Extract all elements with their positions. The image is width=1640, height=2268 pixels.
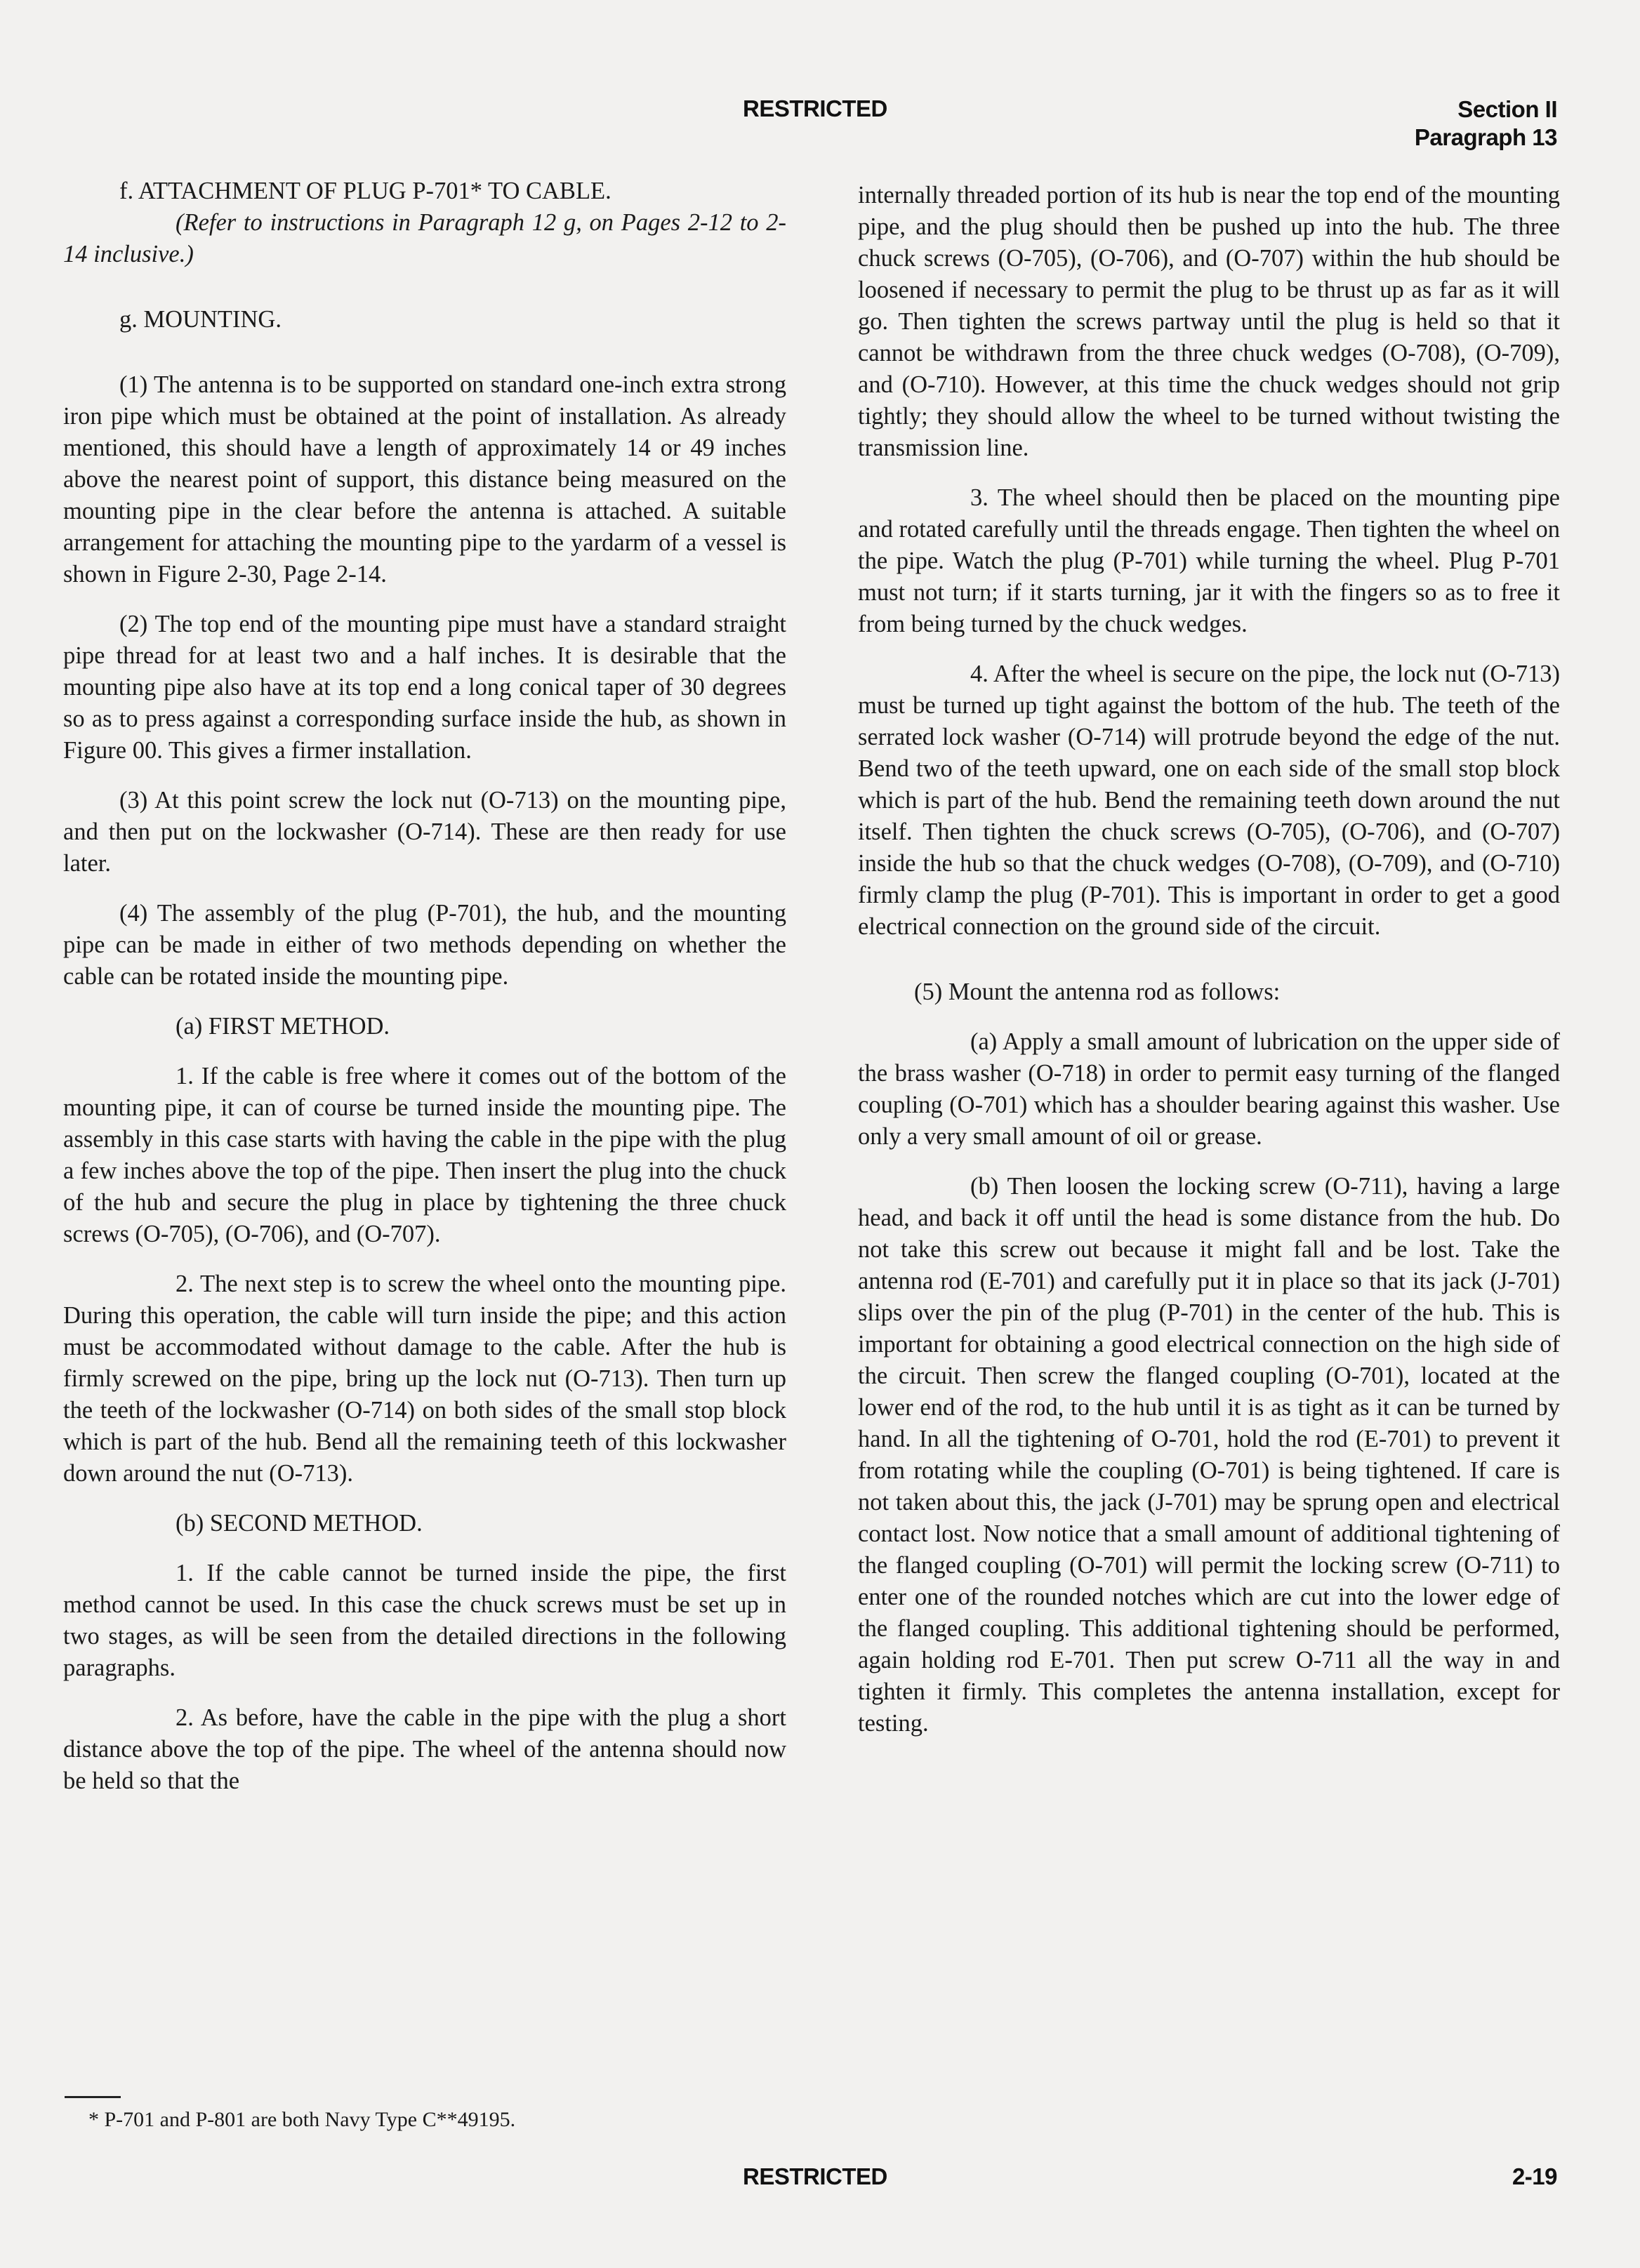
second-method-step-2: 2. As before, have the cable in the pipe with the plug a short distance above the top of the pipe. The wheel of the antenna should now be held so that the — [63, 1704, 786, 1794]
footnote-divider — [65, 2096, 121, 2098]
heading-first-method: (a) FIRST METHOD. — [176, 1013, 390, 1040]
first-method-step-2: 2. The next step is to screw the wheel onto the mounting pipe. During this operation, the cable will turn inside the pipe; and this action must be accommodated without damage to the cable. After the hub is firmly screwed on the pipe, bring up the lock nut (O-713). Then turn up the teeth of the lockwasher (O-714) on both sides of the small stop block which is part of the hub. Bend all the remaining teeth of this lockwasher down around the nut (O-713). — [63, 1271, 786, 1487]
paragraph-1: (1) The antenna is to be supported on standard one-inch extra strong iron pipe which must be obtained at the point of installation. As already mentioned, this should have a length of approximately 14 or 49 inches above the nearest point of support, this distance being measured on the mounting pipe in the clear before the antenna is attached. A suitable arrangement for attaching the mounting pipe to the yardarm of a vessel is shown in Figure 2-30, Page 2-14. — [63, 371, 786, 588]
paragraph-3: (3) At this point screw the lock nut (O-713) on the mounting pipe, and then put on the lockwasher (O-714). These are then ready for use later. — [63, 787, 786, 877]
heading-f: f. ATTACHMENT OF PLUG P-701* TO CABLE. — [119, 178, 611, 204]
header-classification: RESTRICTED — [743, 95, 887, 121]
second-method-step-1: 1. If the cable cannot be turned inside the pipe, the first method cannot be used. In this case the chuck screws must be set up in two stages, as will be seen from the detailed directions in the following paragraphs. — [63, 1560, 786, 1681]
paragraph-4: (4) The assembly of the plug (P-701), the hub, and the mounting pipe can be made in either of two methods depending on whether the cable can be rotated inside the mounting pipe. — [63, 900, 786, 990]
header-paragraph: Paragraph 13 — [1414, 124, 1557, 150]
footer-classification: RESTRICTED — [743, 2163, 887, 2189]
heading-g: g. MOUNTING. — [119, 306, 282, 333]
right-column — [858, 180, 1560, 1739]
left-column — [63, 175, 786, 1797]
reference-note: (Refer to instructions in Paragraph 12 g, on Pages 2-12 to 2-14 inclusive.) — [63, 209, 786, 267]
first-method-step-1: 1. If the cable is free where it comes out of the bottom of the mounting pipe, it can of course be turned inside the mounting pipe. The assembly in this case starts with having the cable in the pipe with the plug a few inches above the top of the pipe. Then insert the plug into the chuck of the hub and secure the plug in place by tightening the three chuck screws (O-705), (O-706), and (O-707). — [63, 1063, 786, 1247]
paragraph-5a: (a) Apply a small amount of lubrication on the upper side of the brass washer (O-718) in order to permit easy turning of the flanged coupling (O-701) which has a shoulder bearing against this washer. Use only a very small amount of oil or grease. — [858, 1028, 1560, 1150]
header-section-paragraph — [1415, 95, 1557, 152]
second-method-step-4: 4. After the wheel is secure on the pipe, the lock nut (O-713) must be turned up tight against the bottom of the hub. The teeth of the serrated lock washer (O-714) will protrude beyond the edge of the nut. Bend two of the teeth upward, one on each side of the small stop block which is part of the hub. Bend the remaining teeth down around the nut itself. Then tighten the chuck screws (O-705), (O-706), and (O-707) inside the hub so that the chuck wedges (O-708), (O-709), and (O-710) firmly clamp the plug (P-701). This is important in order to get a good electrical connection on the ground side of the circuit. — [858, 661, 1560, 940]
paragraph-5: (5) Mount the antenna rod as follows: — [914, 979, 1281, 1005]
page-number: 2-19 — [1512, 2163, 1557, 2189]
paragraph-5b: (b) Then loosen the locking screw (O-711), having a large head, and back it off until the head is some distance from the hub. Do not take this screw out because it might fall and be lost. Take the antenna rod (E-701) and carefully put it in place so that its jack (J-701) slips over the pin of the plug (P-701) in the center of the hub. This is important for obtaining a good electrical connection on the high side of the circuit. Then screw the flanged coupling (O-701), located at the lower end of the rod, to the hub until it is as tight as it can be turned by hand. In all the tightening of O-701, hold the rod (E-701) to prevent it from rotating while the coupling (O-701) is being tightened. If care is not taken about this, the jack (J-701) may be sprung open and electrical contact lost. Now notice that a small amount of additional tightening of the flanged coupling (O-701) will permit the locking screw (O-711) to enter one of the rounded notches which are cut into the lower edge of the flanged coupling. This additional tightening should be performed, again holding rod E-701. Then put screw O-711 all the way in and tighten it firmly. This completes the antenna installation, except for testing. — [858, 1173, 1560, 1737]
paragraph-2: (2) The top end of the mounting pipe must have a standard straight pipe thread for at least two and a half inches. It is desirable that the mounting pipe also have at its top end a long conical taper of 30 degrees so as to press against a corresponding surface inside the hub, as shown in Figure 00. This gives a firmer installation. — [63, 611, 786, 764]
header-section: Section II — [1457, 96, 1557, 122]
footnote: * P-701 and P-801 are both Navy Type C**49195. — [88, 2108, 516, 2131]
second-method-step-3: 3. The wheel should then be placed on the mounting pipe and rotated carefully until the threads engage. Then tighten the wheel on the pipe. Watch the plug (P-701) while turning the wheel. Plug P-701 must not turn; if it starts turning, jar it with the fingers so as to free it from being turned by the chuck wedges. — [858, 484, 1560, 637]
second-method-step-2-continued: internally threaded portion of its hub is near the top end of the mounting pipe, and the plug should then be pushed up into the hub. The three chuck screws (O-705), (O-706), and (O-707) within the hub should be loosened if necessary to permit the plug to be thrust up as far as it will go. Then tighten the screws partway until the plug is held so that it cannot be withdrawn from the three chuck wedges (O-708), (O-709), and (O-710). However, at this time the chuck wedges should not grip tightly; they should allow the wheel to be turned without twisting the transmission line. — [858, 182, 1560, 461]
heading-second-method: (b) SECOND METHOD. — [176, 1510, 423, 1537]
